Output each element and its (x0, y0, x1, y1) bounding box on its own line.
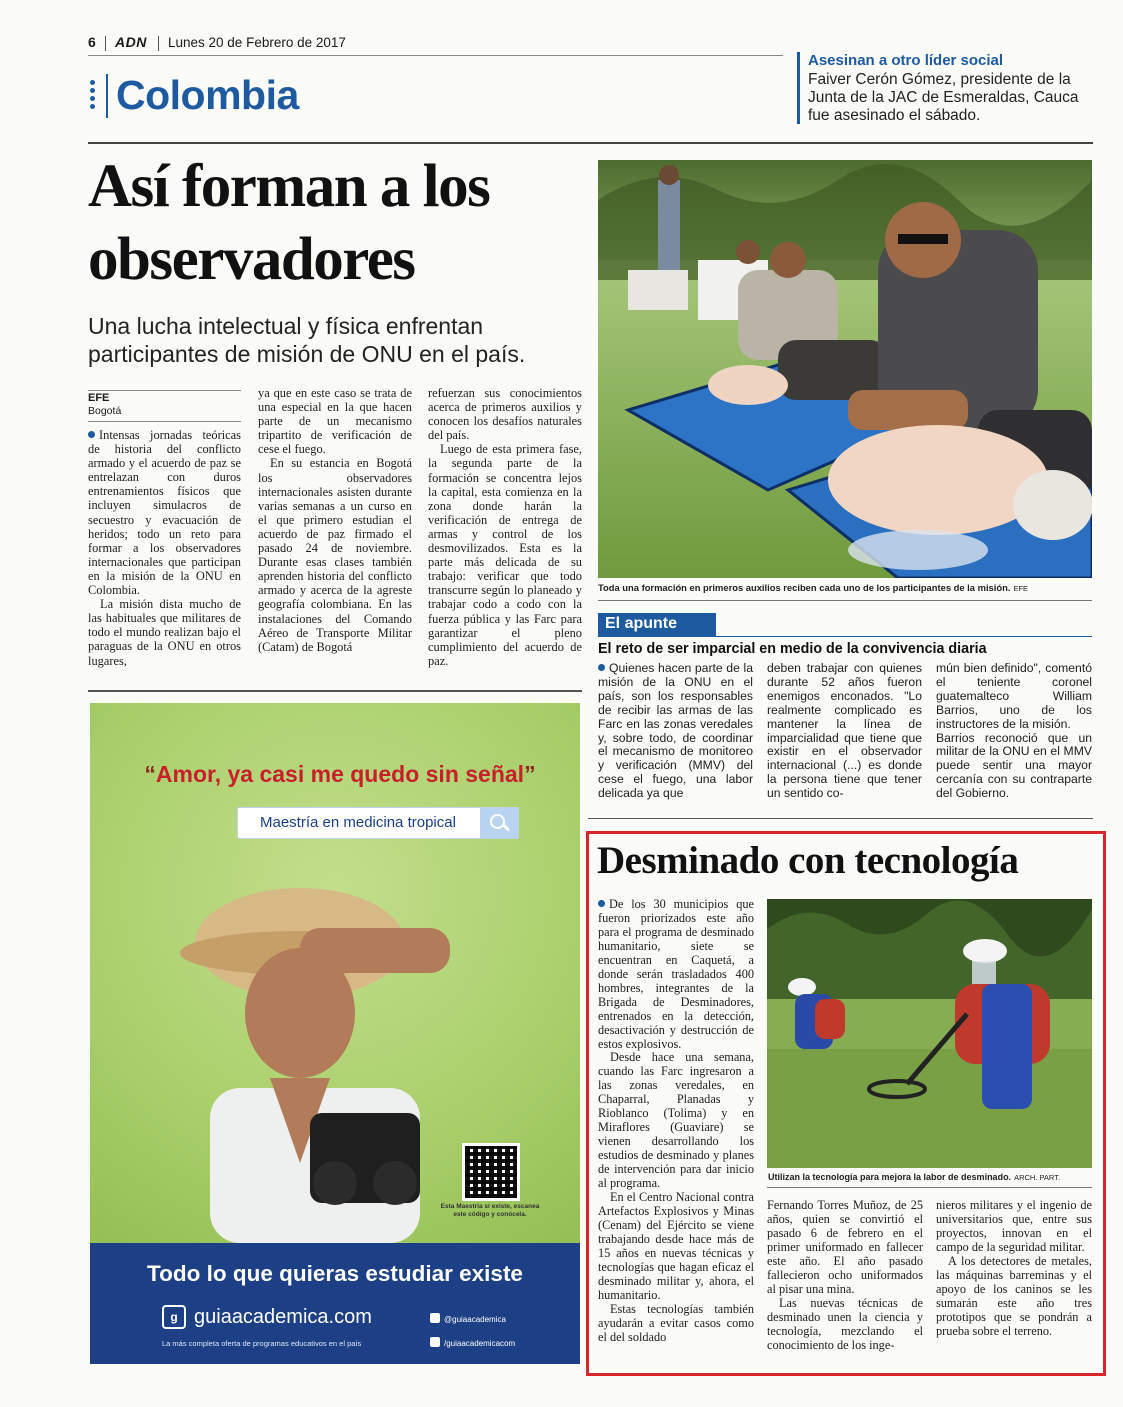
demining-col2 (767, 1199, 923, 1352)
byline-city: Bogotá (88, 405, 122, 417)
section-title: Colombia (116, 72, 299, 118)
paragraph: Luego de esta primera fase, la segunda parte de la formación se concentra lejos la capital, esta comienza en la zona donde harán la verificación de entrega de armas y control de los desmovilizados. Esta es la parte más delicada de su trabajo: verificar que todo transcurre según lo planeado y trabajar codo a codo con la fuerza pública y las Farc para garantizar el pleno cumplimiento del acuerdo de paz. (428, 442, 582, 668)
apunte-label-text: El apunte (605, 615, 678, 632)
apunte-label (598, 613, 716, 637)
ad-logo-sub: La más completa oferta de programas educativos en el país (162, 1339, 362, 1348)
first-aid-training-photo (598, 160, 1092, 578)
apunte-headline: El reto de ser imparcial en medio de la convivencia diaria (598, 641, 987, 657)
page-number: 6 (88, 34, 96, 50)
main-article-col3 (428, 386, 582, 668)
paragraph: Intensas jornadas teóricas de historia del conflicto armado y el acuerdo de paz se entrelazan con duros entrenamientos físicos que incluyen simulacros de secuestro y evacuación de heridos; todo un reto para formar a los observadores internacionales que participan en la misión de la ONU en Colombia. (88, 428, 241, 598)
paragraph: Barrios reconoció que un militar de la ONU en el MMV puede sentir una mayor cercanía con su contraparte del Gobierno. (936, 730, 1092, 801)
main-article-col2 (258, 386, 412, 654)
caption-text: Toda una formación en primeros auxilios reciben cada uno de los participantes de la misión. (598, 582, 1011, 593)
paragraph: Quienes hacen parte de la misión de la ONU en el país, son los responsables de recibir las armas de las Farc en las zonas veredales y, sobre todo, de coordinar el mecanismo de monitoreo y verificación (MMV) del cese el fuego, una labor delicada ya que (598, 661, 753, 801)
ad-search-text: Maestría en medicina tropical (260, 814, 456, 831)
apunte-col2 (767, 662, 922, 801)
demining-photo-caption (768, 1172, 1093, 1182)
bullet-icon (88, 431, 95, 438)
twitter-handle: @guiaacademica (444, 1315, 506, 1324)
search-icon (480, 808, 518, 838)
paragraph: ya que en este caso se trata de una especial en la que hacen parte de un mecanismo tripartito de verificación de cese el fuego. (258, 386, 412, 457)
paragraph: refuerzan sus conocimientos acerca de primeros auxilios y conocen los desafíos naturales del país. (428, 386, 582, 443)
ad-logo-text: guiaacademica.com (194, 1305, 372, 1328)
qr-code[interactable] (462, 1143, 520, 1201)
teaser-title[interactable]: Asesinan a otro líder social (808, 52, 1004, 69)
paragraph: Las nuevas técnicas de desminado unen la ciencia y tecnología, mezclando el conocimiento de los inge- (767, 1295, 923, 1352)
section-marker (90, 80, 98, 114)
ad-quote: “Amor, ya casi me quedo sin señal” (144, 761, 536, 787)
paragraph: mún bien definido", comentó el teniente coronel guatemalteco William Barrios, uno de los instructores de la misión. (936, 661, 1092, 731)
ad-logo[interactable] (162, 1305, 372, 1329)
guiaacademica-logo-icon: g (162, 1305, 186, 1329)
ad-search-box (237, 807, 519, 839)
paragraph: De los 30 municipios que fueron priorizados este año para el programa de desminado humanitario, siete se encuentran en Caquetá, a donde serán trasladados 400 hombres, integrantes de la Brigada de Desminadores, entrenados en la detección, desactivación y destrucción de estos explosivos. (598, 897, 754, 1051)
bullet-icon (598, 900, 605, 907)
ad-social-twitter[interactable] (430, 1313, 506, 1324)
demining-headline: Desminado con tecnología (597, 839, 1019, 882)
paragraph: Fernando Torres Muñoz, de 25 años, quien se convirtió el pasado 6 de febrero en el primer uniformado en fallecer este año. El año pasado fallecieron ocho uniformados al pisar una mina. (767, 1198, 923, 1296)
qr-caption: Esta Maestría sí existe, escanea este código y conócela. (440, 1203, 540, 1218)
paragraph: Desde hace una semana, cuando las Farc ingresaron a las zonas veredales, en Chaparral, Planadas y Rioblanco (Tolima) y en Miraflores (Guaviare) se vienen desarrollando los estudios de desminado y planes de intervención para dar inicio al programa. (598, 1050, 754, 1191)
bullet-icon (598, 664, 605, 671)
apunte-col1 (598, 662, 753, 801)
facebook-icon (430, 1337, 440, 1347)
ad-footer-band (90, 1243, 580, 1364)
demining-col3 (936, 1199, 1092, 1339)
apunte-col3 (936, 662, 1092, 801)
demining-photo (767, 899, 1092, 1168)
main-photo-caption (598, 582, 1092, 593)
facebook-handle: /guiaacademicacom (444, 1339, 516, 1348)
photo-credit: ARCH. PART. (1014, 1173, 1061, 1182)
byline-source: EFE (88, 392, 110, 404)
demining-col1 (598, 898, 754, 1345)
main-article-col1 (88, 428, 241, 668)
brand-logo: ADN (115, 34, 147, 50)
paragraph: Estas tecnologías también ayudarán a evitar casos como el del soldado (598, 1301, 754, 1344)
paragraph: nieros militares y el ingenio de universitarios que, entre sus proyectos, innovan en el campo de la seguridad militar. (936, 1198, 1092, 1254)
paragraph: En su estancia en Bogotá los observadores internacionales asisten durante varias semanas a un curso en el que primero estudian el acuerdo de paz firmado el pasado 24 de noviembre. Durante esas clases también aprenden historia del conflicto armado y acerca de la agreste geografía colombiana. En las instalaciones del Comando Aéreo de Transporte Militar (Catam) de Bogotá (258, 456, 412, 654)
teaser-text: Faiver Cerón Gómez, presidente de la Junta de la JAC de Esmeraldas, Cauca fue asesinado el sábado. (808, 71, 1079, 124)
ad-explorer-illustration (150, 873, 510, 1243)
main-subheadline: Una lucha intelectual y física enfrentan participantes de misión de ONU en el país. (88, 313, 526, 367)
photo-illustration (598, 160, 1092, 578)
paragraph: deben trabajar con quienes durante 52 años fueron enemigos enconados. "Lo realmente complicado es mantener la línea de imparcialidad que tiene que existir en el observador internacional (...) es donde la persona tiene que tener un sentido co- (767, 661, 922, 801)
main-headline: Así forman a los observadores (88, 153, 490, 293)
guiaacademica-ad[interactable] (90, 703, 580, 1364)
paragraph: A los detectores de metales, las máquinas barreminas y el apoyo de los caninos se les sumarán este año tres prototipos que se pondrán a prueba sobre el terreno. (936, 1253, 1092, 1338)
page-header (88, 34, 1093, 54)
paragraph: La misión dista mucho de las habituales que militares de todo el mundo realizan bajo el paraguas de la ONU en otros lugares, (88, 597, 241, 668)
caption-text: Utilizan la tecnología para mejora la labor de desminado. (768, 1172, 1012, 1182)
ad-tagline: Todo lo que quieras estudiar existe (147, 1261, 523, 1286)
photo-credit: EFE (1013, 584, 1029, 593)
ad-quote-text: Amor, ya casi me quedo sin señal (155, 761, 525, 787)
photo-illustration (767, 899, 1092, 1168)
ad-social-facebook[interactable] (430, 1337, 515, 1348)
paragraph: En el Centro Nacional contra Artefactos Explosivos y Minas (Cenam) del Ejército se viene trabajando desde hace más de 15 años en nuevas técnicas y tecnologías que hagan eficaz el desminado militar y, ahora, el humanitario. (598, 1190, 754, 1302)
issue-date: Lunes 20 de Febrero de 2017 (168, 35, 346, 50)
twitter-icon (430, 1313, 440, 1323)
